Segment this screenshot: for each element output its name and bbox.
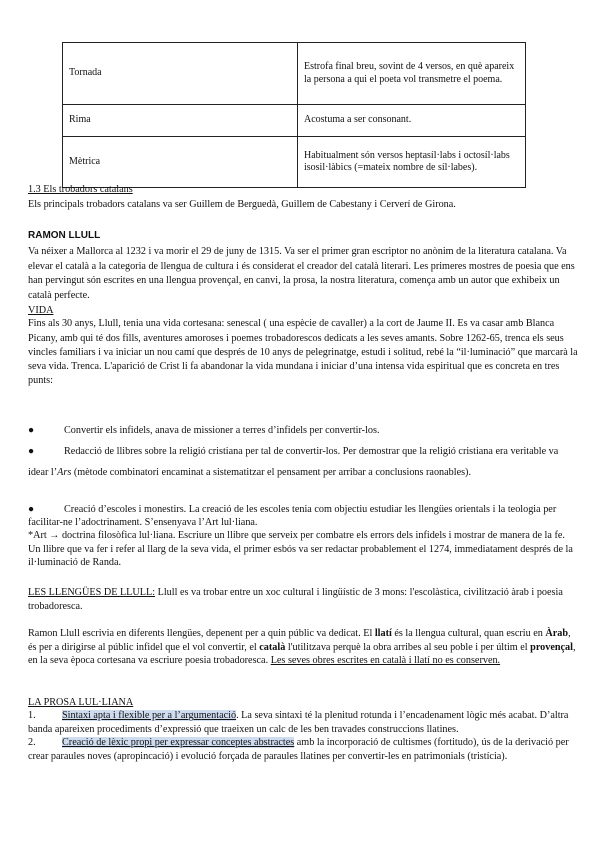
- poetry-terms-table: [62, 42, 526, 188]
- bullet-3-and-note: [28, 503, 578, 569]
- description-cell: Habitualment són versos heptasíl·labs i octosíl·labs isosil·làbics (=mateix nombre de síl·labes).: [298, 137, 526, 188]
- bullet-list: [28, 420, 578, 483]
- term-cell: Tornada: [63, 43, 298, 105]
- term-cell: Rima: [63, 105, 298, 137]
- section-13: [28, 183, 578, 212]
- paragraph: Ramon Llull escrivia en diferents llengües, depenent per a quin públic va dedicat. El llatí és la llengua cultural, quan escriu en Àrab, és per a dirigirse al públic infidel que el vol convertir, el català l'utilitzava perquè la obra arribes al seu poble i per últim el provençal, en la seva època cortesana va escriure poesia trobadoresca. Les seves obres escrites en català i llatí no es conserven.: [28, 628, 576, 667]
- subsection-heading: VIDA: [28, 305, 54, 317]
- term-cell: Mètrica: [63, 137, 298, 188]
- table-row: [63, 137, 526, 188]
- paragraph: Els principals trobadors catalans va ser Guillem de Berguedà, Guillem de Cabestany i Cerverí de Girona.: [28, 199, 456, 211]
- table-row: [63, 105, 526, 137]
- section-prosa: [28, 696, 578, 763]
- description-cell: Acostuma a ser consonant.: [298, 105, 526, 137]
- list-item: ● Redacció de llibres sobre la religió cristiana per tal de convertir-los. Per demostrar que la religió cristiana era veritable va idear l’Ars (mètode combinatori encaminat a sistematitzar el pensament per arribar a conclusions raonables).: [28, 441, 578, 483]
- section-heading: LES LLENGÜES DE LLULL:: [28, 587, 156, 598]
- description-cell: Estrofa final breu, sovint de 4 versos, en què apareix la persona a qui el poeta vol transmetre el poema.: [298, 43, 526, 105]
- paragraph: Va néixer a Mallorca al 1232 i va morir el 29 de juny de 1315. Va ser el primer gran escriptor no anònim de la literatura catalana. Va elevar el català a la categoria de llengua de cultura i és considerat el creador del català literari. Les primeres mostres de poesia que ens han pervingut són escrites en una llengua provençal, en canvi, la prosa, la nostra literatura, comença amb un autor que exhibeix un català perfecte.: [28, 246, 575, 301]
- list-item: 1. Sintaxi apta i flexible per a l’argumentació. La seva sintaxi té la plenitud rotunda i l’encadenament lògic més acabat. D’altra banda apareixen procediments d’expressió que traeixen un calc de les ben travades construccions llatines.: [28, 710, 569, 735]
- section-llull: [28, 229, 578, 388]
- list-item: ● Creació d’escoles i monestirs. La creació de les escoles tenia com objectiu estudiar les llengües orientals i la teologia per facilitar-ne l’adoctrinament. S’ensenyava l’Art lul·liana.: [28, 504, 557, 529]
- section-heading: 1.3 Els trobadors catalans: [28, 184, 133, 195]
- list-item: 2. Creació de lèxic propi per expressar conceptes abstractes amb la incorporació de cultismes (fortitudo), ús de la derivació per crear paraules noves (apropincació) i evolució forçada de paraules llatines per convertir-les en patrimonials (tristícia).: [28, 737, 569, 762]
- section-llengues: [28, 586, 578, 668]
- paragraph: LES LLENGÜES DE LLULL: Llull es va trobar entre un xoc cultural i lingüístic de 3 mons: l'escolàstica, civilització àrab i poesia trobadoresca.: [28, 587, 563, 612]
- highlighted-text: Sintaxi apta i flexible per a l’argumentació: [62, 710, 237, 722]
- section-heading: RAMON LLULL: [28, 230, 101, 241]
- bullet-icon: ●: [28, 446, 35, 457]
- art-note: *Art → doctrina filosòfica lul·liana. Escriure un llibre que serveix per combatre els errors dels infidels i mostrar de manera de la fe. Un llibre que va fer i refer al llarg de la seva vida, el primer esbós va ser redactar probablement el 1274, immediatament després de la il·luminació de Randa.: [28, 530, 573, 568]
- section-heading: LA PROSA LUL·LIANA: [28, 697, 134, 708]
- list-item: ● Convertir els infidels, anava de missioner a terres d’infidels per convertir-los.: [28, 420, 578, 441]
- bullet-icon: ●: [28, 504, 35, 515]
- table-row: [63, 43, 526, 105]
- highlighted-text: Creació de lèxic propi per expressar conceptes abstractes: [62, 737, 295, 749]
- bullet-icon: ●: [28, 425, 35, 436]
- paragraph: Fins als 30 anys, Llull, tenia una vida cortesana: senescal ( una espècie de cavaller) a la cort de Jaume II. Es va casar amb Blanca Picany, amb qui té dos fills, aventures amoroses i poemes trobadorescos dedicats a les seves amants. Sobre 1262-65, trenca els seus vincles familiars i va iniciar un nou camí que després de 10 anys de pelegrinatge, estudi i solitud, rebé la “il·luminació” que marcarà la seva vida. Trenca. L'aparició de Crist li fa abandonar la vida mundana i iniciar d’una intensa vida espiritual que es concreta en tres punts:: [28, 318, 578, 387]
